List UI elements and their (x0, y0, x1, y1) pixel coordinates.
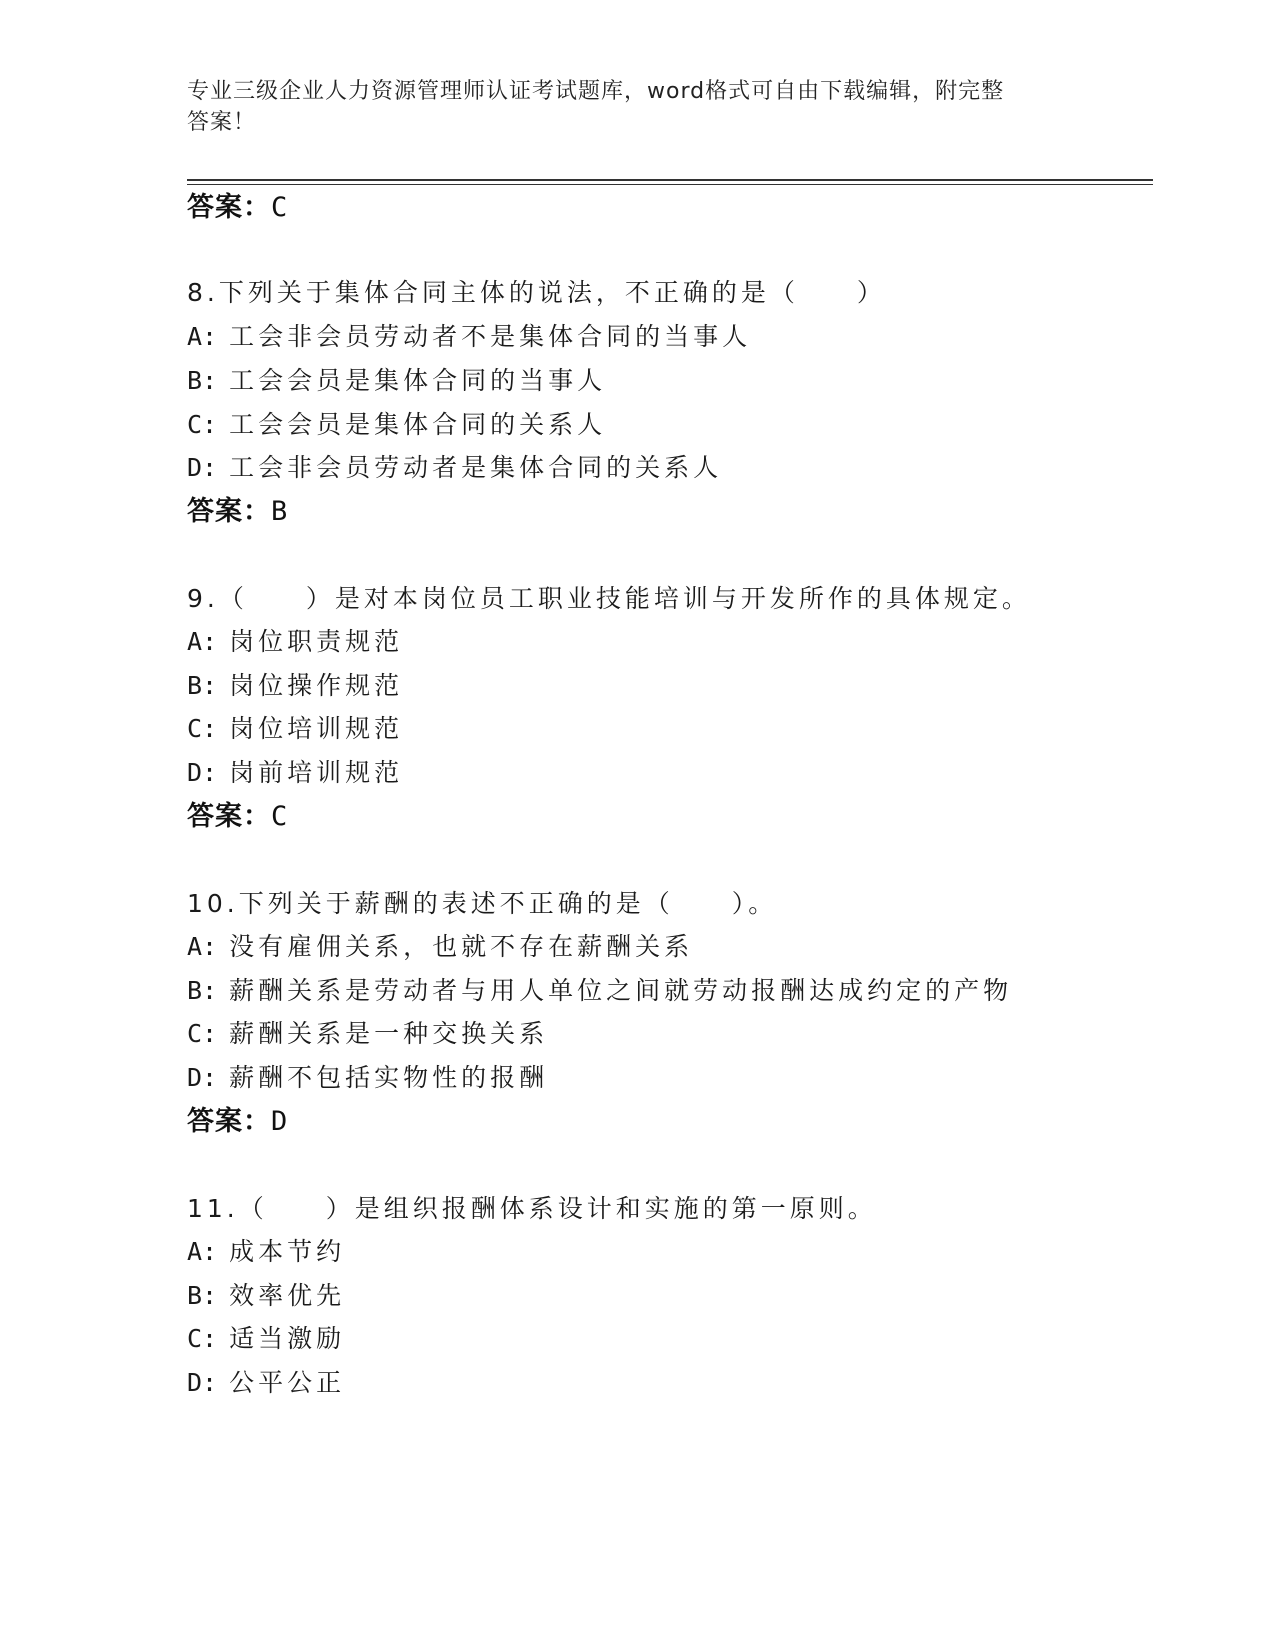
option-line (187, 1018, 548, 1050)
option-text: 工会会员是集体合同的关系人 (229, 410, 607, 439)
answer-label: 答案： (187, 1106, 271, 1137)
answer-letter: C (271, 801, 289, 832)
answer-label: 答案： (187, 192, 271, 223)
option-letter: B: (187, 366, 218, 395)
option-letter: D: (187, 1063, 218, 1092)
option-text: 岗前培训规范 (229, 758, 404, 787)
question-stem: 9.（ ）是对本岗位员工职业技能培训与开发所作的具体规定。 (187, 584, 1031, 613)
option-text: 岗位培训规范 (229, 714, 404, 743)
option-line (187, 1280, 345, 1312)
option-letter: C: (187, 410, 218, 439)
option-line (187, 670, 403, 702)
header-rule-thin (187, 184, 1153, 185)
answer-letter: C (271, 192, 289, 223)
option-line (187, 1062, 548, 1094)
option-line (187, 321, 751, 353)
option-line (187, 365, 606, 397)
option-text: 岗位操作规范 (229, 671, 404, 700)
option-letter: C: (187, 1019, 218, 1048)
option-text: 适当激励 (229, 1324, 346, 1353)
option-letter: A: (187, 322, 218, 351)
option-text: 薪酬不包括实物性的报酬 (229, 1063, 549, 1092)
header-line-2: 答案！ (187, 110, 257, 135)
option-letter: C: (187, 714, 218, 743)
question-stem: 8.下列关于集体合同主体的说法，不正确的是（ ） (187, 278, 886, 307)
option-line (187, 713, 403, 745)
option-text: 效率优先 (229, 1281, 346, 1310)
option-line (187, 757, 403, 789)
question-stem: 11.（ ）是组织报酬体系设计和实施的第一原则。 (187, 1194, 877, 1223)
answer-label: 答案： (187, 496, 271, 527)
option-line (187, 975, 1012, 1007)
question-stem: 10.下列关于薪酬的表述不正确的是（ ）。 (187, 889, 778, 918)
option-letter: B: (187, 671, 218, 700)
answer-letter: B (271, 496, 289, 527)
option-line (187, 1323, 345, 1355)
option-letter: A: (187, 627, 218, 656)
option-letter: D: (187, 453, 218, 482)
option-text: 公平公正 (229, 1368, 346, 1397)
answer-line (187, 801, 288, 833)
answer-label: 答案： (187, 801, 271, 832)
answer-line (187, 192, 288, 224)
answer-line (187, 496, 288, 528)
option-text: 薪酬关系是一种交换关系 (229, 1019, 549, 1048)
option-text: 工会非会员劳动者不是集体合同的当事人 (229, 322, 752, 351)
option-letter: A: (187, 932, 218, 961)
option-text: 工会会员是集体合同的当事人 (229, 366, 607, 395)
option-letter: C: (187, 1324, 218, 1353)
option-line (187, 409, 606, 441)
option-line (187, 452, 722, 484)
option-text: 成本节约 (229, 1237, 346, 1266)
answer-line (187, 1106, 288, 1138)
header-line-1: 专业三级企业人力资源管理师认证考试题库，word格式可自由下载编辑，附完整 (187, 79, 1005, 104)
option-letter: B: (187, 1281, 218, 1310)
option-letter: A: (187, 1237, 218, 1266)
option-text: 薪酬关系是劳动者与用人单位之间就劳动报酬达成约定的产物 (229, 976, 1013, 1005)
option-letter: D: (187, 758, 218, 787)
option-letter: D: (187, 1368, 218, 1397)
option-line (187, 1367, 345, 1399)
option-letter: B: (187, 976, 218, 1005)
option-text: 工会非会员劳动者是集体合同的关系人 (229, 453, 723, 482)
option-line (187, 626, 403, 658)
answer-letter: D (271, 1106, 289, 1137)
page-header (187, 76, 1067, 138)
option-text: 岗位职责规范 (229, 627, 404, 656)
header-rule-thick (187, 179, 1153, 181)
option-text: 没有雇佣关系，也就不存在薪酬关系 (229, 932, 694, 961)
option-line (187, 931, 693, 963)
option-line (187, 1236, 345, 1268)
